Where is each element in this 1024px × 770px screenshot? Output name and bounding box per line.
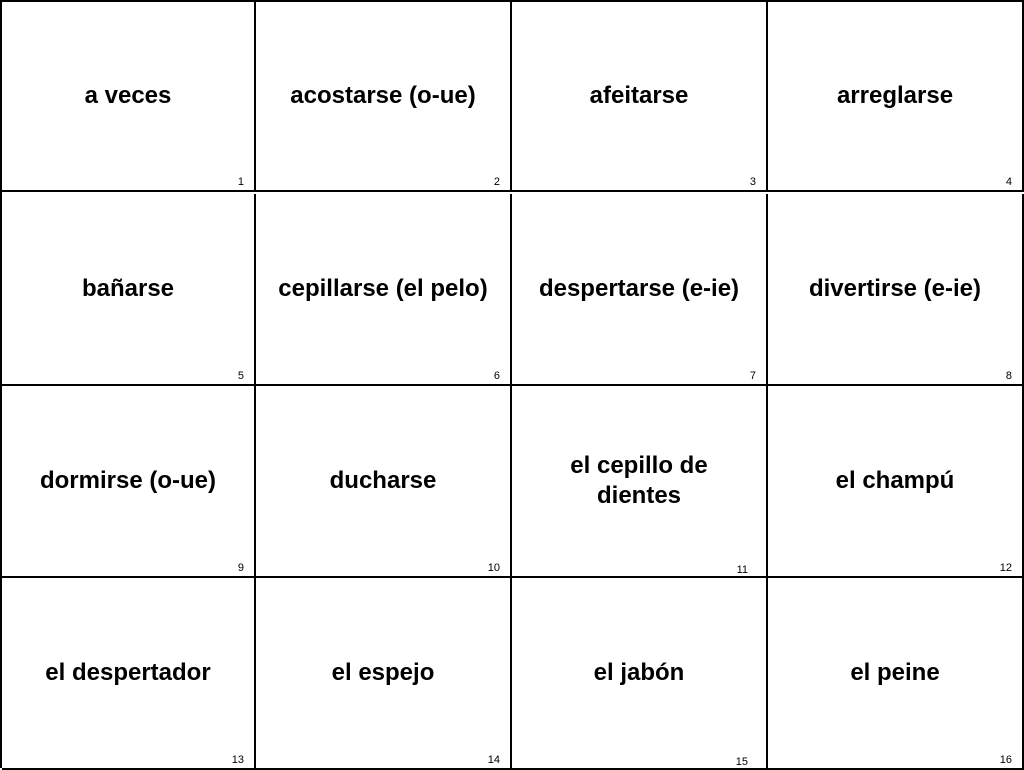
flashcard: [768, 386, 1024, 578]
flashcard: [2, 194, 256, 386]
card-word: el despertador: [45, 659, 211, 686]
card-number: 7: [749, 370, 756, 382]
flashcard: [2, 2, 256, 192]
card-word: el peine: [850, 659, 940, 686]
card-word: acostarse (o-ue): [290, 82, 476, 109]
flashcard: [512, 2, 768, 192]
flashcard: [256, 194, 512, 386]
card-word: afeitarse: [589, 82, 689, 109]
flashcard: [256, 578, 512, 770]
flashcard: [512, 194, 768, 386]
card-number: 5: [237, 370, 244, 382]
card-number: 2: [493, 176, 500, 188]
card-number: 1: [237, 176, 244, 188]
card-word: arreglarse: [836, 82, 954, 109]
flashcard: [768, 2, 1024, 192]
card-number: 13: [231, 754, 244, 766]
flashcard: [512, 386, 768, 578]
card-word: el jabón: [593, 659, 685, 686]
card-word: el champú: [835, 467, 955, 494]
card-word: ducharse: [329, 467, 437, 494]
card-word: bañarse: [81, 275, 175, 302]
card-word: el cepillo de dientes: [570, 452, 708, 509]
card-word: cepillarse (el pelo): [278, 275, 488, 302]
card-row: [2, 2, 1024, 194]
card-number: 14: [487, 754, 500, 766]
card-number: 8: [1005, 370, 1012, 382]
flashcard: [512, 578, 768, 770]
card-number: 3: [749, 176, 756, 188]
card-word: el espejo: [331, 659, 435, 686]
flashcard: [768, 194, 1024, 386]
flashcard: [2, 578, 256, 770]
card-number: 11: [736, 564, 748, 576]
card-word: despertarse (e-ie): [538, 275, 740, 302]
card-word: divertirse (e-ie): [808, 275, 982, 302]
card-number: 4: [1005, 176, 1012, 188]
card-number: 16: [999, 754, 1012, 766]
flashcard: [256, 386, 512, 578]
card-number: 9: [237, 562, 244, 574]
card-row: [2, 194, 1024, 386]
card-number: 10: [487, 562, 500, 574]
card-number: 6: [493, 370, 500, 382]
flashcard: [2, 386, 256, 578]
flashcard: [256, 2, 512, 192]
flashcard: [768, 578, 1024, 770]
card-word: a veces: [84, 82, 172, 109]
card-word: dormirse (o-ue): [39, 467, 216, 494]
card-number: 15: [735, 756, 748, 768]
card-row: [2, 386, 1024, 578]
card-row: [2, 578, 1024, 770]
card-number: 12: [999, 562, 1012, 574]
